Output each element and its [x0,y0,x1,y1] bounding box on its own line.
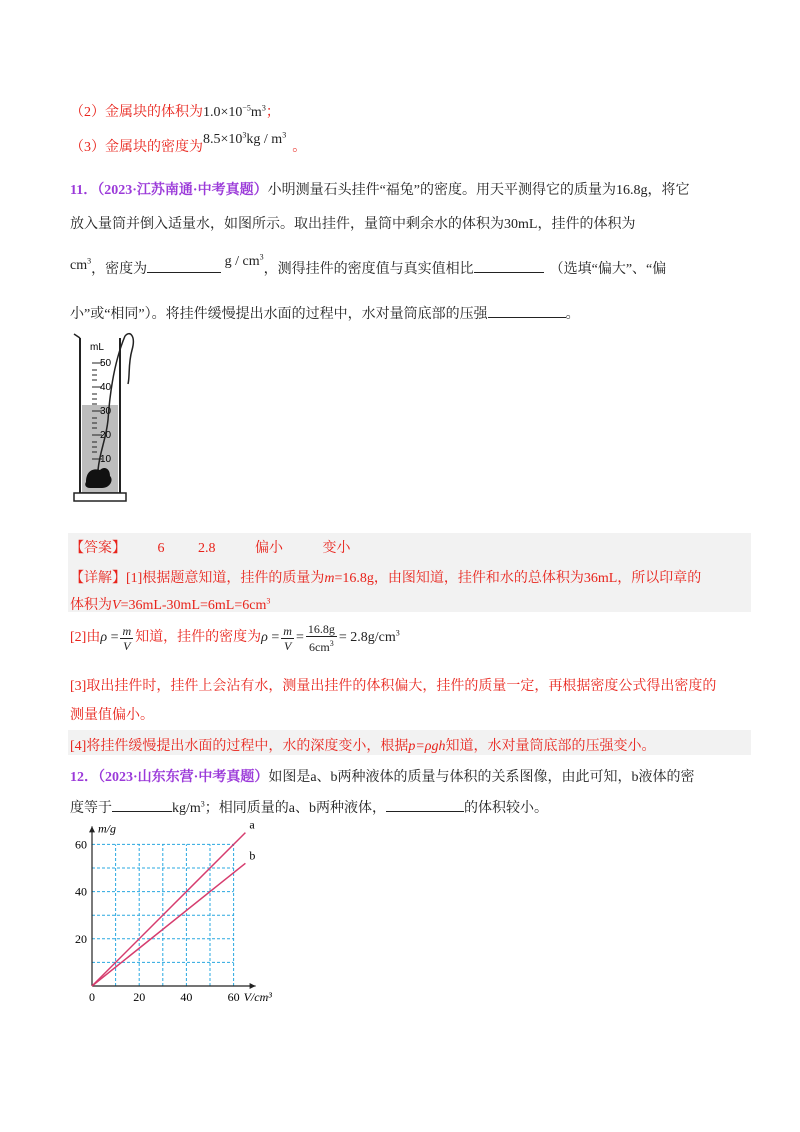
cylinder-base [74,493,126,501]
answer-value-3: 偏小 [255,541,283,556]
detail-11-line-2: 体积为$V=36mL-30mL=6mL=6cm^3$ [70,596,271,613]
detail-11-line-4: [3]取出挂件时，挂件上会沾有水，测量出挂件的体积偏大，挂件的质量一定，再根据密度公式得出密度的 [70,679,717,694]
x-tick-label: 20 [133,990,146,1004]
x-axis-label: V/cm³ [243,990,272,1004]
x-tick-label: 40 [180,990,193,1004]
y-axis-arrow [89,826,95,832]
answer-3-label: （3）金属块的密度为 [70,140,203,155]
cylinder-tick-50: 50 [100,358,112,369]
prev-answer-3: （3）金属块的密度为$8.5\times 10^3kg / m^3$。 [70,130,307,155]
detail-label: 【详解】 [70,571,126,586]
series-label-a: a [249,820,255,832]
answer-label: 【答案】 [70,541,126,556]
x-tick-label: 60 [227,990,240,1004]
question-source: （2023·山东东营·中考真题） [98,770,269,785]
detail-11-line-5: 测量值偏小。 [70,708,154,723]
y-axis-label: m/g [98,821,116,836]
answer-value-4: 变小 [322,541,351,556]
question-12-line-2: 度等于 $kg/m^3$；相同质量的a、b两种液体， 的体积较小。 [70,799,548,816]
answer-2-value: $1.0\times 10^{-5}m^3$ [203,103,266,120]
answer-3-value: $8.5\times 10^3kg / m^3$ [203,130,287,147]
blank-smaller-volume[interactable] [386,799,464,812]
question-11-line-1: 11．（2023·江苏南通·中考真题）小明测量石头挂件“福兔”的密度。用天平测得它的质量为16.8g，将它 [70,183,690,198]
series-line-a [92,833,245,986]
y-tick-label: 40 [75,884,87,899]
blank-pressure[interactable] [488,305,566,318]
graduated-cylinder-figure [70,330,150,505]
mass-volume-chart [62,820,292,1010]
series-label-b: b [249,848,256,863]
prev-answer-2: （2）金属块的体积为$1.0\times 10^{-5}m^3$； [70,103,280,120]
question-number: 11． [70,183,98,198]
y-tick-label: 20 [75,931,87,946]
question-11-line-2: 放入量筒并倒入适量水，如图所示。取出挂件，量筒中剩余水的体积为30mL，挂件的体积为 [70,217,636,232]
y-tick-label: 60 [75,837,87,852]
detail-11-line-6: [4]将挂件缓慢提出水面的过程中，水的深度变小，根据p=ρgh知道，水对量筒底部的压强变小。 [70,739,656,754]
answer-11-line [70,537,351,557]
x-axis-arrow [250,983,256,989]
cylinder-tick-10: 10 [100,454,112,465]
detail-11-line-1: 【详解】[1]根据题意知道，挂件的质量为m=16.8g，由图知道，挂件和水的总体积为36mL，所以印章的 [70,571,702,586]
blank-density[interactable] [147,260,221,273]
question-source: （2023·江苏南通·中考真题） [97,183,268,198]
cylinder-tick-30: 30 [100,406,112,417]
detail-11-line-3: [2]由ρ = $\frac{m}{V}$ 知道，挂件的密度为ρ = $\frac{m}{V}$ = $\frac{16.8g}{6cm^3}$ = $2.8g/cm^3$ [70,622,400,654]
question-12-line-1: 12．（2023·山东东营·中考真题）如图是a、b两种液体的质量与体积的关系图像，由此可知，b液体的密 [70,770,695,785]
cylinder-tick-40: 40 [100,382,112,393]
question-11-line-4: 小”或“相同”）。将挂件缓慢提出水面的过程中，水对量筒底部的压强 。 [70,307,580,322]
answer-value-2: 2.8 [198,541,216,556]
cylinder-unit: mL [90,342,104,353]
question-number: 12． [70,770,98,785]
answer-value-1: 6 [157,541,165,556]
x-tick-label: 0 [89,990,95,1004]
blank-compare[interactable] [474,260,544,273]
answer-2-label: （2）金属块的体积为 [70,105,203,120]
blank-b-density[interactable] [112,799,172,812]
cylinder-tick-20: 20 [100,430,112,441]
series-line-b [92,863,245,986]
question-11-line-3: $cm^3$，密度为 g / $cm^3$，测得挂件的密度值与真实值相比 （选填“偏大”、“偏 [70,252,667,277]
